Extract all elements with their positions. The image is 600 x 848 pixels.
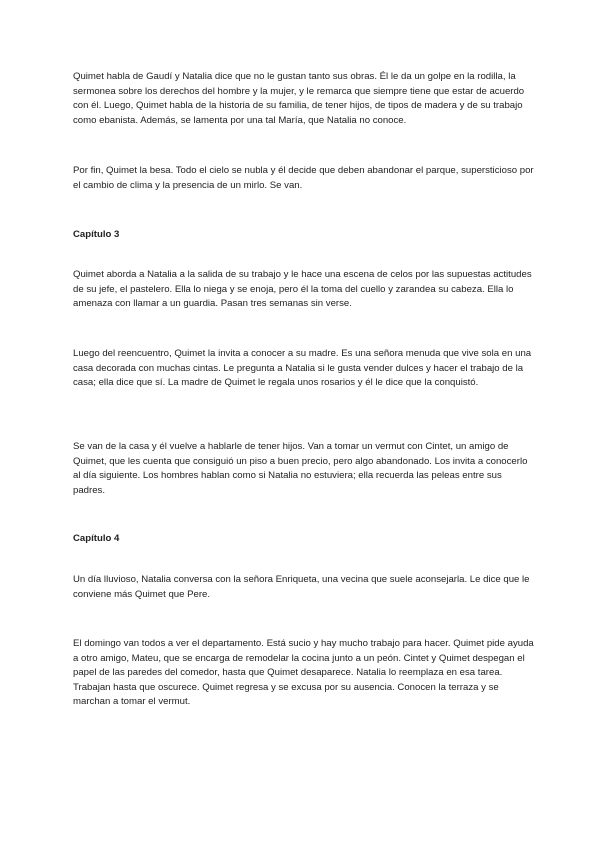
paragraph-kiss: Por fin, Quimet la besa. Todo el cielo se nubla y él decide que deben abandonar el parque, supersticioso por el cambio de clima y la presencia de un mirlo. Se van. [73,165,534,191]
paragraph-vermut: Se van de la casa y él vuelve a hablarle de tener hijos. Van a tomar un vermut con Cintet, un amigo de Quimet, que les cuenta que consiguió un piso a buen precio, pero algo abandonado. Los invita a conocerlo al día siguiente. Los hombres hablan como si Natalia no estuviera; ella recuerda las peleas entre sus padres. [73,441,528,496]
paragraph-enriqueta: Un día lluvioso, Natalia conversa con la señora Enriqueta, una vecina que suele aconsejarla. Le dice que le conviene más Quimet que Pere. [73,574,530,600]
chapter-4-heading: Capítulo 4 [73,533,120,544]
paragraph-apartment: El domingo van todos a ver el departamento. Está sucio y hay mucho trabajo para hacer. Quimet pide ayuda a otro amigo, Mateu, que se encarga de remodelar la cocina junto a un peón. Cintet y Quimet despegan el papel de las paredes del comedor, hasta que Quimet desaparece. Natalia lo reemplaza en esa tarea. Trabajan hasta que oscurece. Quimet regresa y se excusa por su ausencia. Conocen la terraza y se marchan a tomar el vermut. [73,638,534,708]
chapter-3-heading: Capítulo 3 [73,229,120,240]
paragraph-gaudi: Quimet habla de Gaudí y Natalia dice que no le gustan tanto sus obras. Él le da un golpe en la rodilla, la sermonea sobre los derechos del hombre y la mujer, y le remarca que siempre tiene que estar de acuerdo con él. Luego, Quimet habla de la historia de su familia, de tener hijos, de tipos de madera y de su trabajo como ebanista. Además, se lamenta por una tal María, que Natalia no conoce. [73,71,525,126]
paragraph-jealousy: Quimet aborda a Natalia a la salida de su trabajo y le hace una escena de celos por las supuestas actitudes de su jefe, el pastelero. Ella lo niega y se enoja, pero él la toma del cuello y zarandea su cabeza. Ella lo amenaza con llamar a un guardia. Pasan tres semanas sin verse. [73,269,532,310]
paragraph-mother: Luego del reencuentro, Quimet la invita a conocer a su madre. Es una señora menuda que vive sola en una casa decorada con muchas cintas. Le pregunta a Natalia si le gusta vender dulces y hacer el trabajo de la casa; ella dice que sí. La madre de Quimet le regala unos rosarios y él le dice que la conquistó. [73,348,532,389]
